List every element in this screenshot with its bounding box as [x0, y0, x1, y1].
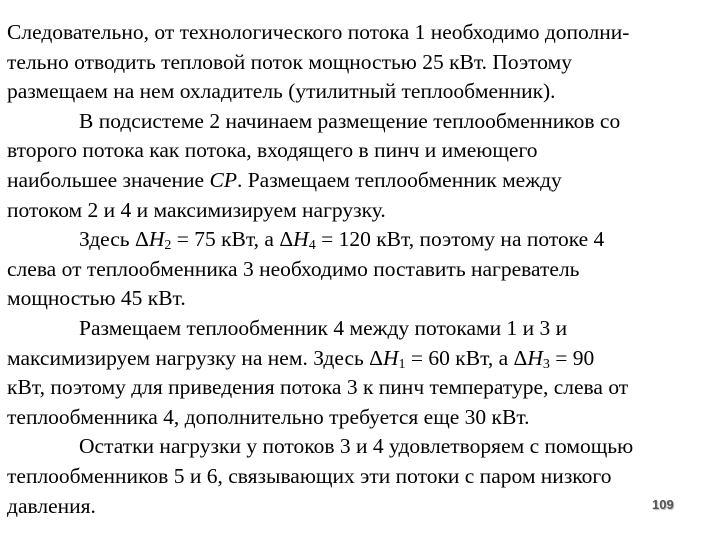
text-line [7, 344, 713, 374]
subscript: 2 [164, 238, 172, 254]
text-line: потоком 2 и 4 и максимизируем нагрузку. [7, 197, 386, 222]
subscript: 1 [398, 356, 406, 372]
paragraph-4 [7, 314, 713, 432]
subscript: 4 [308, 238, 316, 254]
text-line: кВт, поэтому для приведения потока 3 к пинч температуре, слева от [7, 375, 629, 400]
paragraph-1 [7, 18, 713, 107]
text-line: давления. [7, 493, 96, 518]
text-line: слева от теплообменника 3 необходимо поставить нагреватель [7, 256, 580, 281]
paragraph-3 [7, 225, 713, 314]
text-line: мощностью 45 кВт. [7, 286, 186, 311]
text-line: теплообменников 5 и 6, связывающих эти потоки с паром низкого [7, 463, 612, 488]
paragraph-2 [7, 107, 713, 225]
text-line: Остатки нагрузки у потоков 3 и 4 удовлетворяем с помощью [79, 434, 634, 459]
text-run: . Размещаем теплообменник между [236, 167, 562, 192]
text-run: = 60 кВт, а Δ [405, 345, 528, 370]
text-run: наибольшее значение [7, 167, 205, 192]
variable-h: H [527, 345, 543, 370]
variable-h: H [148, 227, 165, 252]
paragraph-5 [7, 432, 713, 521]
variable-cp: CP [209, 167, 237, 192]
text-line: второго потока как потока, входящего в пинч и имеющего [7, 138, 538, 163]
text-line [7, 225, 713, 255]
text-line: теплообменника 4, дополнительно требуется еще 30 кВт. [7, 404, 530, 429]
variable-h: H [293, 227, 309, 252]
text-line: В подсистеме 2 начинаем размещение теплообменников со [79, 108, 621, 133]
text-line: Следовательно, от технологического потока 1 необходимо дополни- [7, 20, 630, 44]
text-line: тельно отводить тепловой поток мощностью 25 кВт. Поэтому [7, 49, 572, 74]
text-run: = 90 [549, 345, 595, 370]
body-text [7, 18, 713, 521]
text-run: = 75 кВт, а Δ [171, 227, 294, 252]
variable-h: H [383, 345, 399, 370]
page-number: 109 [652, 497, 674, 512]
text-run: Здесь Δ [79, 227, 149, 252]
text-run: максимизируем нагрузку на нем. Здесь Δ [7, 345, 383, 370]
text-line: размещаем на нем охладитель (утилитный теплообменник). [7, 79, 556, 104]
text-run: = 120 кВт, поэтому на потоке 4 [315, 227, 605, 252]
subscript: 3 [542, 356, 550, 372]
text-line: Размещаем теплообменник 4 между потоками 1 и 3 и [79, 315, 568, 340]
text-line [7, 166, 713, 196]
